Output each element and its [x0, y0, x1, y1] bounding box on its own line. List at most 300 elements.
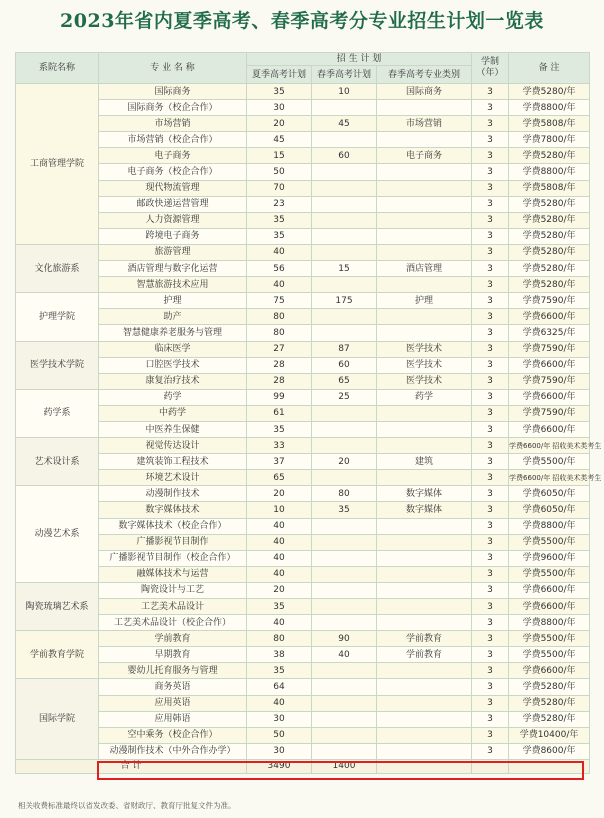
summer-plan: 20 — [247, 582, 312, 598]
major-name: 工艺美术品设计（校企合作） — [99, 615, 247, 631]
duration: 3 — [472, 196, 509, 212]
spring-category — [377, 566, 472, 582]
duration: 3 — [472, 663, 509, 679]
summer-plan: 37 — [247, 454, 312, 470]
note: 学费10400/年 — [509, 727, 590, 743]
department-name: 护理学院 — [16, 293, 99, 341]
duration: 3 — [472, 534, 509, 550]
table-row — [16, 502, 590, 518]
summer-plan: 40 — [247, 550, 312, 566]
note: 学费5280/年 — [509, 277, 590, 293]
major-name: 药学 — [99, 389, 247, 405]
summer-plan: 30 — [247, 100, 312, 116]
spring-category — [377, 743, 472, 759]
highlight-box — [97, 761, 584, 780]
spring-plan: 45 — [312, 116, 377, 132]
note: 学费5808/年 — [509, 116, 590, 132]
major-name: 动漫制作技术 — [99, 486, 247, 502]
duration: 3 — [472, 470, 509, 486]
spring-category: 建筑 — [377, 454, 472, 470]
duration: 3 — [472, 244, 509, 260]
header-summer: 夏季高考计划 — [247, 66, 312, 84]
spring-category — [377, 470, 472, 486]
spring-category — [377, 727, 472, 743]
major-name: 建筑装饰工程技术 — [99, 454, 247, 470]
note: 学费5500/年 — [509, 647, 590, 663]
department-name: 文化旅游系 — [16, 244, 99, 292]
major-name: 陶瓷设计与工艺 — [99, 582, 247, 598]
note: 学费6600/年 招收美术类考生 — [509, 470, 590, 486]
spring-plan: 60 — [312, 357, 377, 373]
major-name: 智慧旅游技术应用 — [99, 277, 247, 293]
summer-plan: 75 — [247, 293, 312, 309]
spring-plan — [312, 438, 377, 454]
major-name: 商务英语 — [99, 679, 247, 695]
spring-plan — [312, 599, 377, 615]
page-title: 2023年省内夏季高考、春季高考分专业招生计划一览表 — [60, 10, 544, 32]
note: 学费5280/年 — [509, 695, 590, 711]
duration: 3 — [472, 212, 509, 228]
table-row — [16, 196, 590, 212]
table-row — [16, 212, 590, 228]
note: 学费6325/年 — [509, 325, 590, 341]
spring-category — [377, 663, 472, 679]
spring-plan: 90 — [312, 631, 377, 647]
spring-category — [377, 212, 472, 228]
summer-plan: 35 — [247, 421, 312, 437]
summer-plan: 40 — [247, 518, 312, 534]
summer-plan: 38 — [247, 647, 312, 663]
summer-plan: 23 — [247, 196, 312, 212]
spring-category: 数字媒体 — [377, 486, 472, 502]
table-row — [16, 100, 590, 116]
major-name: 视觉传达设计 — [99, 438, 247, 454]
duration: 3 — [472, 695, 509, 711]
duration: 3 — [472, 486, 509, 502]
spring-category: 医学技术 — [377, 373, 472, 389]
summer-plan: 20 — [247, 486, 312, 502]
spring-category — [377, 244, 472, 260]
table-row — [16, 164, 590, 180]
note: 学费5280/年 — [509, 261, 590, 277]
duration: 3 — [472, 180, 509, 196]
spring-plan — [312, 132, 377, 148]
major-name: 应用韩语 — [99, 711, 247, 727]
major-name: 人力资源管理 — [99, 212, 247, 228]
major-name: 市场营销（校企合作） — [99, 132, 247, 148]
table-row — [16, 534, 590, 550]
note: 学费5500/年 — [509, 454, 590, 470]
spring-plan — [312, 695, 377, 711]
spring-plan — [312, 679, 377, 695]
spring-plan: 20 — [312, 454, 377, 470]
spring-plan — [312, 100, 377, 116]
spring-plan — [312, 566, 377, 582]
spring-plan — [312, 309, 377, 325]
summer-plan: 35 — [247, 228, 312, 244]
footnote: 相关收费标准最终以省发改委、省财政厅、教育厅批复文件为准。 — [18, 801, 236, 810]
major-name: 广播影视节目制作（校企合作） — [99, 550, 247, 566]
major-name: 空中乘务（校企合作） — [99, 727, 247, 743]
spring-category — [377, 309, 472, 325]
summer-plan: 80 — [247, 631, 312, 647]
summer-plan: 40 — [247, 695, 312, 711]
spring-plan: 60 — [312, 148, 377, 164]
spring-plan — [312, 212, 377, 228]
table-row — [16, 389, 590, 405]
duration: 3 — [472, 454, 509, 470]
summer-plan: 56 — [247, 261, 312, 277]
spring-category — [377, 325, 472, 341]
major-name: 市场营销 — [99, 116, 247, 132]
spring-category — [377, 228, 472, 244]
summer-plan: 40 — [247, 534, 312, 550]
major-name: 护理 — [99, 293, 247, 309]
note: 学费8800/年 — [509, 518, 590, 534]
note: 学费5280/年 — [509, 148, 590, 164]
spring-plan — [312, 727, 377, 743]
spring-category — [377, 196, 472, 212]
total-summer: 3490 — [247, 759, 312, 773]
spring-plan — [312, 244, 377, 260]
table-row — [16, 663, 590, 679]
duration: 3 — [472, 727, 509, 743]
table-row — [16, 615, 590, 631]
note: 学费7800/年 — [509, 132, 590, 148]
major-name: 数字媒体技术（校企合作） — [99, 518, 247, 534]
spring-plan — [312, 164, 377, 180]
duration: 3 — [472, 679, 509, 695]
spring-plan — [312, 663, 377, 679]
major-name: 临床医学 — [99, 341, 247, 357]
spring-plan — [312, 470, 377, 486]
spring-category — [377, 421, 472, 437]
summer-plan: 50 — [247, 727, 312, 743]
header-major: 专 业 名 称 — [99, 53, 247, 84]
spring-category — [377, 679, 472, 695]
table-row — [16, 647, 590, 663]
note: 学费5280/年 — [509, 228, 590, 244]
major-name: 广播影视节目制作 — [99, 534, 247, 550]
spring-plan — [312, 711, 377, 727]
note: 学费5280/年 — [509, 679, 590, 695]
summer-plan: 10 — [247, 502, 312, 518]
major-name: 中药学 — [99, 405, 247, 421]
spring-plan: 35 — [312, 502, 377, 518]
table-row — [16, 599, 590, 615]
summer-plan: 35 — [247, 599, 312, 615]
table-row — [16, 679, 590, 695]
table-row — [16, 357, 590, 373]
note: 学费6600/年 — [509, 599, 590, 615]
note: 学费7590/年 — [509, 293, 590, 309]
duration: 3 — [472, 647, 509, 663]
spring-plan — [312, 325, 377, 341]
spring-category — [377, 438, 472, 454]
spring-category — [377, 164, 472, 180]
table-row — [16, 405, 590, 421]
major-name: 动漫制作技术（中外合作办学） — [99, 743, 247, 759]
major-name: 学前教育 — [99, 631, 247, 647]
note: 学费8800/年 — [509, 100, 590, 116]
header-dept: 系院名称 — [16, 53, 99, 84]
major-name: 环境艺术设计 — [99, 470, 247, 486]
table-row — [16, 454, 590, 470]
table-row — [16, 116, 590, 132]
note: 学费5500/年 — [509, 534, 590, 550]
major-name: 工艺美术品设计 — [99, 599, 247, 615]
spring-plan — [312, 518, 377, 534]
spring-category: 国际商务 — [377, 84, 472, 100]
spring-category: 数字媒体 — [377, 502, 472, 518]
department-name: 陶瓷琉璃艺术系 — [16, 582, 99, 630]
spring-category: 学前教育 — [377, 647, 472, 663]
spring-plan: 25 — [312, 389, 377, 405]
spring-category — [377, 405, 472, 421]
table-row — [16, 421, 590, 437]
note: 学费6600/年 — [509, 582, 590, 598]
summer-plan: 35 — [247, 212, 312, 228]
note: 学费8800/年 — [509, 615, 590, 631]
duration: 3 — [472, 405, 509, 421]
department-name: 工商管理学院 — [16, 84, 99, 245]
table-row — [16, 695, 590, 711]
spring-plan — [312, 534, 377, 550]
spring-plan: 65 — [312, 373, 377, 389]
major-name: 电子商务（校企合作） — [99, 164, 247, 180]
note: 学费6600/年 — [509, 663, 590, 679]
summer-plan: 64 — [247, 679, 312, 695]
spring-category — [377, 180, 472, 196]
major-name: 数字媒体技术 — [99, 502, 247, 518]
note: 学费8600/年 — [509, 743, 590, 759]
duration: 3 — [472, 711, 509, 727]
major-name: 电子商务 — [99, 148, 247, 164]
major-name: 康复治疗技术 — [99, 373, 247, 389]
major-name: 融媒体技术与运营 — [99, 566, 247, 582]
duration: 3 — [472, 582, 509, 598]
table-row — [16, 244, 590, 260]
table-row — [16, 132, 590, 148]
table-row — [16, 228, 590, 244]
table-row — [16, 293, 590, 309]
note: 学费7590/年 — [509, 341, 590, 357]
note: 学费6600/年 — [509, 357, 590, 373]
summer-plan: 28 — [247, 357, 312, 373]
spring-category: 市场营销 — [377, 116, 472, 132]
spring-category: 药学 — [377, 389, 472, 405]
major-name: 早期教育 — [99, 647, 247, 663]
note: 学费6600/年 — [509, 421, 590, 437]
department-name: 国际学院 — [16, 679, 99, 759]
spring-plan — [312, 228, 377, 244]
spring-category — [377, 582, 472, 598]
summer-plan: 61 — [247, 405, 312, 421]
duration: 3 — [472, 615, 509, 631]
table-row — [16, 180, 590, 196]
department-name: 动漫艺术系 — [16, 486, 99, 583]
table-row — [16, 309, 590, 325]
header-note: 备 注 — [509, 53, 590, 84]
table-row — [16, 631, 590, 647]
spring-plan: 40 — [312, 647, 377, 663]
major-name: 酒店管理与数字化运营 — [99, 261, 247, 277]
duration: 3 — [472, 277, 509, 293]
duration: 3 — [472, 743, 509, 759]
total-spring: 1400 — [312, 759, 377, 773]
department-name: 药学系 — [16, 389, 99, 437]
summer-plan: 27 — [247, 341, 312, 357]
spring-plan — [312, 743, 377, 759]
duration: 3 — [472, 84, 509, 100]
table-row — [16, 566, 590, 582]
table-row — [16, 486, 590, 502]
spring-category: 护理 — [377, 293, 472, 309]
table-row — [16, 148, 590, 164]
table-row — [16, 711, 590, 727]
note: 学费8800/年 — [509, 164, 590, 180]
note: 学费7590/年 — [509, 405, 590, 421]
summer-plan: 65 — [247, 470, 312, 486]
spring-category — [377, 100, 472, 116]
note: 学费5280/年 — [509, 84, 590, 100]
spring-plan — [312, 550, 377, 566]
spring-category: 学前教育 — [377, 631, 472, 647]
spring-category: 医学技术 — [377, 357, 472, 373]
major-name: 旅游管理 — [99, 244, 247, 260]
spring-plan — [312, 615, 377, 631]
table-row — [16, 341, 590, 357]
duration: 3 — [472, 309, 509, 325]
duration: 3 — [472, 438, 509, 454]
note: 学费6600/年 招收美术类考生 — [509, 438, 590, 454]
department-name: 学前教育学院 — [16, 631, 99, 679]
table-row — [16, 325, 590, 341]
summer-plan: 35 — [247, 84, 312, 100]
table-row — [16, 373, 590, 389]
summer-plan: 45 — [247, 132, 312, 148]
note: 学费5280/年 — [509, 196, 590, 212]
spring-category — [377, 550, 472, 566]
table-row — [16, 84, 590, 100]
department-name: 医学技术学院 — [16, 341, 99, 389]
table-row — [16, 727, 590, 743]
duration: 3 — [472, 631, 509, 647]
spring-plan — [312, 180, 377, 196]
major-name: 口腔医学技术 — [99, 357, 247, 373]
header-spring-category: 春季高考专业类别 — [377, 66, 472, 84]
duration: 3 — [472, 599, 509, 615]
duration: 3 — [472, 293, 509, 309]
spring-category — [377, 695, 472, 711]
duration: 3 — [472, 341, 509, 357]
spring-category: 酒店管理 — [377, 261, 472, 277]
summer-plan: 50 — [247, 164, 312, 180]
note: 学费5280/年 — [509, 212, 590, 228]
spring-category: 电子商务 — [377, 148, 472, 164]
note: 学费5280/年 — [509, 244, 590, 260]
duration: 3 — [472, 148, 509, 164]
major-name: 婴幼儿托育服务与管理 — [99, 663, 247, 679]
table-row — [16, 518, 590, 534]
major-name: 应用英语 — [99, 695, 247, 711]
spring-plan — [312, 196, 377, 212]
duration: 3 — [472, 228, 509, 244]
header-duration: 学制（年） — [472, 53, 509, 84]
summer-plan: 80 — [247, 325, 312, 341]
note: 学费9600/年 — [509, 550, 590, 566]
duration: 3 — [472, 325, 509, 341]
note: 学费5808/年 — [509, 180, 590, 196]
summer-plan: 40 — [247, 566, 312, 582]
spring-plan: 175 — [312, 293, 377, 309]
summer-plan: 40 — [247, 277, 312, 293]
note: 学费6050/年 — [509, 486, 590, 502]
spring-category: 医学技术 — [377, 341, 472, 357]
duration: 3 — [472, 518, 509, 534]
header-plan: 招 生 计 划 — [247, 53, 472, 66]
duration: 3 — [472, 373, 509, 389]
spring-plan — [312, 421, 377, 437]
duration: 3 — [472, 261, 509, 277]
table-row — [16, 438, 590, 454]
duration: 3 — [472, 164, 509, 180]
major-name: 现代物流管理 — [99, 180, 247, 196]
note: 学费5500/年 — [509, 631, 590, 647]
note: 学费5500/年 — [509, 566, 590, 582]
note: 学费6600/年 — [509, 389, 590, 405]
summer-plan: 33 — [247, 438, 312, 454]
duration: 3 — [472, 116, 509, 132]
duration: 3 — [472, 100, 509, 116]
header-spring: 春季高考计划 — [312, 66, 377, 84]
summer-plan: 30 — [247, 711, 312, 727]
summer-plan: 40 — [247, 615, 312, 631]
duration: 3 — [472, 389, 509, 405]
summer-plan: 40 — [247, 244, 312, 260]
table-row — [16, 261, 590, 277]
spring-plan — [312, 277, 377, 293]
major-name: 助产 — [99, 309, 247, 325]
department-name: 艺术设计系 — [16, 438, 99, 486]
major-name: 国际商务（校企合作） — [99, 100, 247, 116]
spring-category — [377, 132, 472, 148]
table-row — [16, 550, 590, 566]
spring-category — [377, 711, 472, 727]
table-row — [16, 470, 590, 486]
summer-plan: 70 — [247, 180, 312, 196]
spring-category — [377, 277, 472, 293]
table-row — [16, 277, 590, 293]
spring-plan — [312, 405, 377, 421]
summer-plan: 15 — [247, 148, 312, 164]
note: 学费6600/年 — [509, 309, 590, 325]
note: 学费6050/年 — [509, 502, 590, 518]
duration: 3 — [472, 502, 509, 518]
major-name: 跨境电子商务 — [99, 228, 247, 244]
summer-plan: 30 — [247, 743, 312, 759]
duration: 3 — [472, 566, 509, 582]
summer-plan: 80 — [247, 309, 312, 325]
spring-category — [377, 615, 472, 631]
summer-plan: 20 — [247, 116, 312, 132]
note: 学费5280/年 — [509, 711, 590, 727]
spring-category — [377, 599, 472, 615]
summer-plan: 99 — [247, 389, 312, 405]
duration: 3 — [472, 357, 509, 373]
spring-plan: 15 — [312, 261, 377, 277]
duration: 3 — [472, 132, 509, 148]
